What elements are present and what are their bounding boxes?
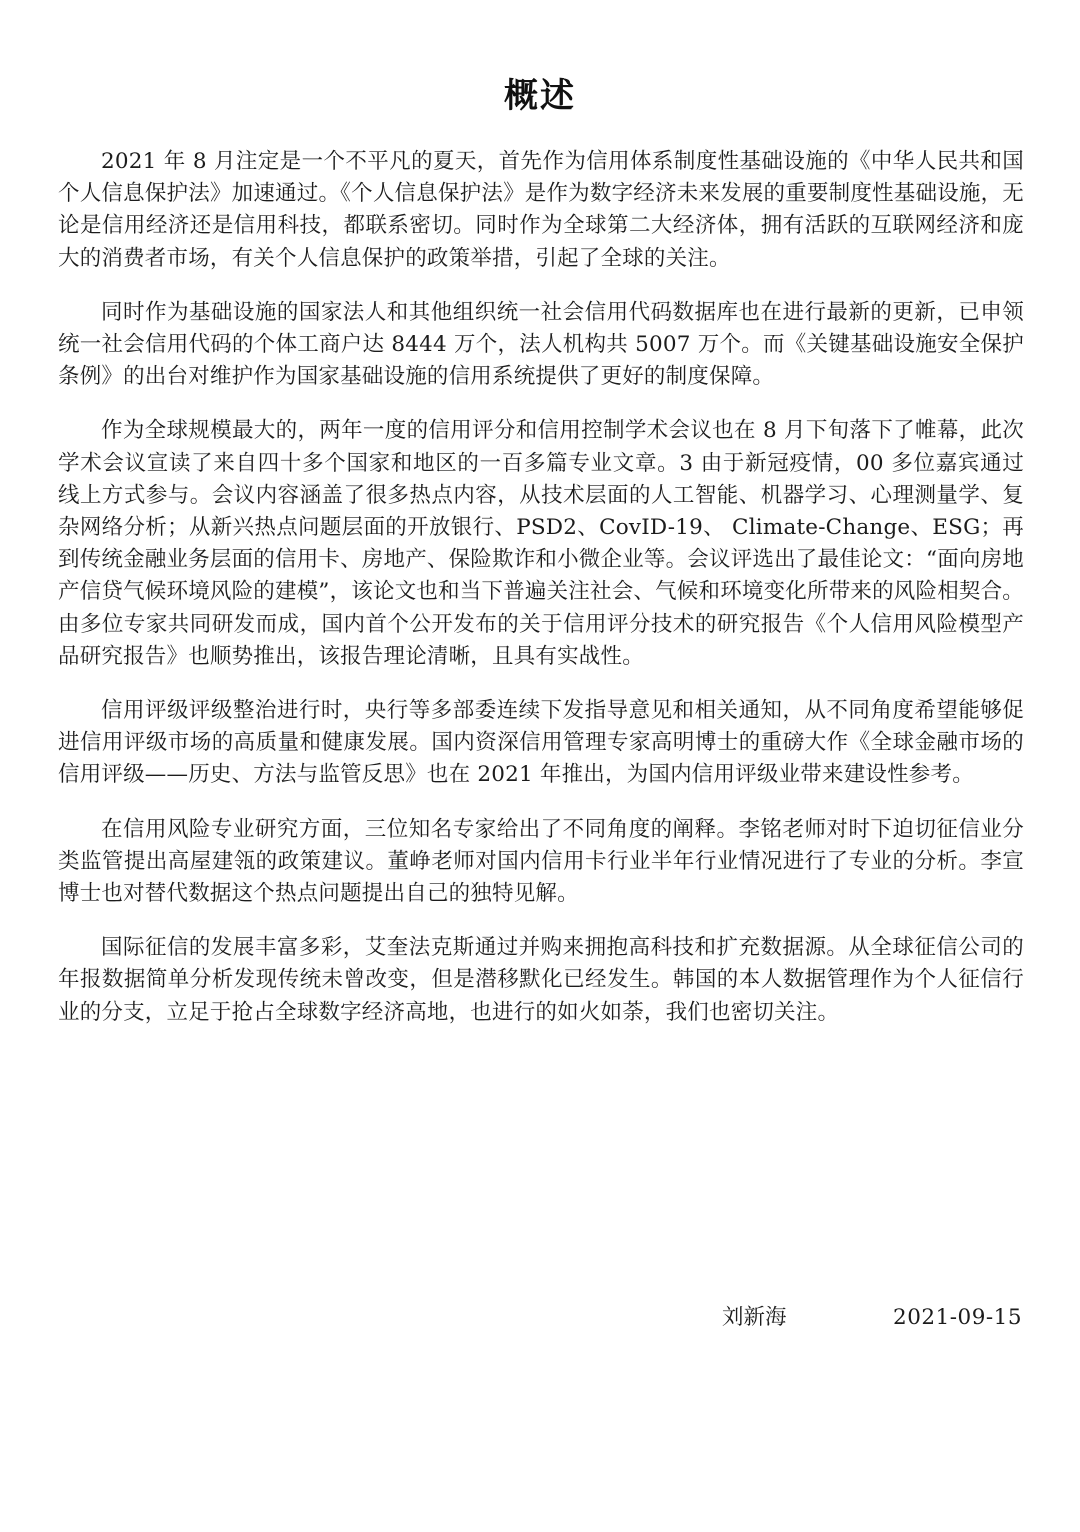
document-body bbox=[58, 146, 1024, 1029]
paragraph-3: 作为全球规模最大的，两年一度的信用评分和信用控制学术会议也在 8 月下旬落下了帷幕，此次学术会议宣读了来自四十多个国家和地区的一百多篇专业文章。3 由于新冠疫情，00 多位嘉宾通过线上方式参与。会议内容涵盖了很多热点内容，从技术层面的人工智能、机器学习、心理测量学、复杂网络分析；从新兴热点问题层面的开放银行、PSD2、CovID-19、 Climate-Change、ESG；再到传统金融业务层面的信用卡、房地产、保险欺诈和小微企业等。会议评选出了最佳论文：“面向房地产信贷气候环境风险的建模”，该论文也和当下普遍关注社会、气候和环境变化所带来的风险相契合。由多位专家共同研发而成，国内首个公开发布的关于信用评分技术的研究报告《个人信用风险模型产品研究报告》也顺势推出，该报告理论清晰，且具有实战性。 bbox=[58, 418, 1024, 669]
paragraph-5: 在信用风险专业研究方面，三位知名专家给出了不同角度的阐释。李铭老师对时下迫切征信业分类监管提出高屋建瓴的政策建议。董峥老师对国内信用卡行业半年行业情况进行了专业的分析。李宣博士也对替代数据这个热点问题提出自己的独特见解。 bbox=[58, 816, 1024, 907]
paragraph-6: 国际征信的发展丰富多彩，艾奎法克斯通过并购来拥抱高科技和扩充数据源。从全球征信公司的年报数据简单分析发现传统未曾改变，但是潜移默化已经发生。韩国的本人数据管理作为个人征信行业的分支，立足于抢占全球数字经济高地，也进行的如火如荼，我们也密切关注。 bbox=[58, 935, 1024, 1025]
paragraph-4: 信用评级评级整治进行时，央行等多部委连续下发指导意见和相关通知，从不同角度希望能够促进信用评级市场的高质量和健康发展。国内资深信用管理专家高明博士的重磅大作《全球金融市场的信用评级——历史、方法与监管反思》也在 2021 年推出，为国内信用评级业带来建设性参考。 bbox=[58, 698, 1024, 788]
signature-line bbox=[0, 1302, 1080, 1338]
paragraph-2: 同时作为基础设施的国家法人和其他组织统一社会信用代码数据库也在进行最新的更新，已申领统一社会信用代码的个体工商户达 8444 万个，法人机构共 5007 万个。而《关键基础设施安全保护条例》的出台对维护作为国家基础设施的信用系统提供了更好的制度保障。 bbox=[58, 299, 1024, 390]
page-title: 概述 bbox=[504, 76, 576, 116]
publish-date: 2021-09-15 bbox=[893, 1305, 1022, 1330]
author-name: 刘新海 bbox=[722, 1305, 787, 1330]
paragraph-1: 2021 年 8 月注定是一个不平凡的夏天，首先作为信用体系制度性基础设施的《中华人民共和国个人信息保护法》加速通过。《个人信息保护法》是作为数字经济未来发展的重要制度性基础设施，无论是信用经济还是信用科技，都联系密切。同时作为全球第二大经济体，拥有活跃的互联网经济和庞大的消费者市场，有关个人信息保护的政策举措，引起了全球的关注。 bbox=[58, 149, 1024, 271]
